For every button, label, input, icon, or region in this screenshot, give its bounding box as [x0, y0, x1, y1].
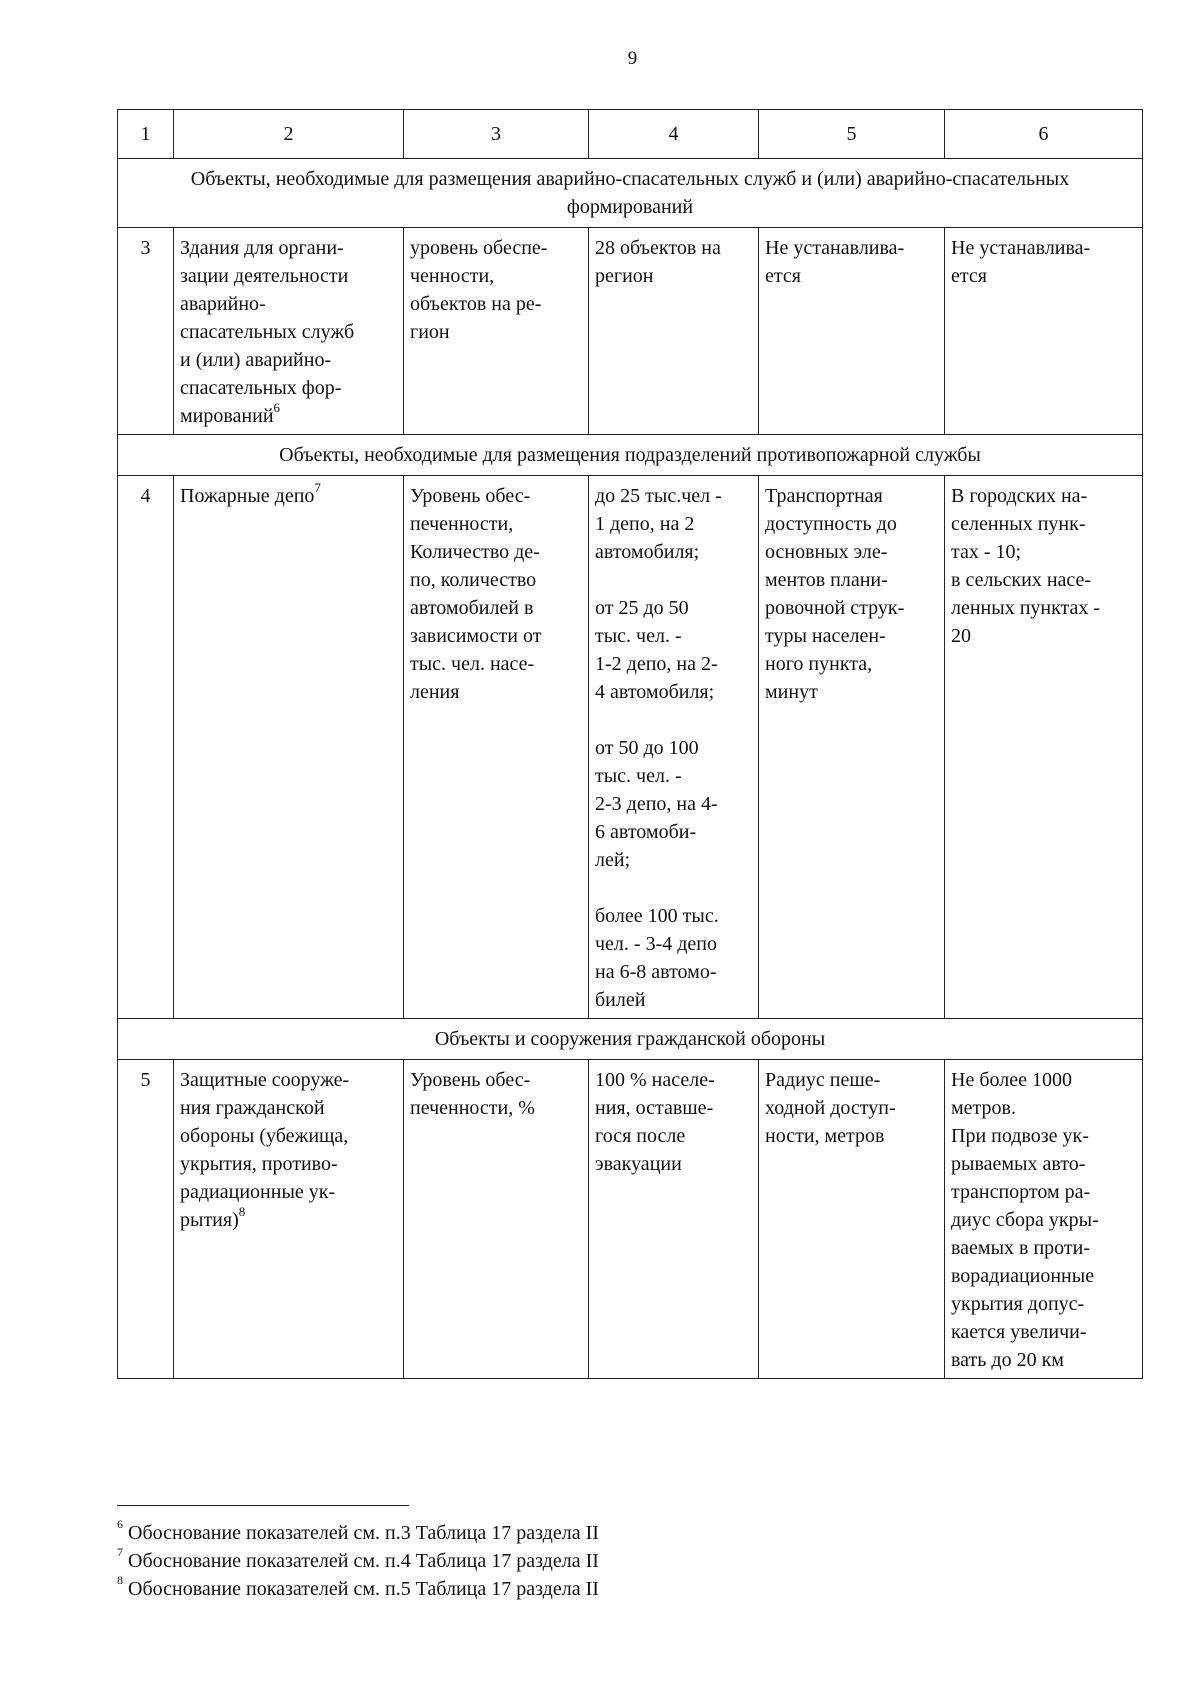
footnote — [117, 1575, 1017, 1603]
cell-line: спасательных фор- — [180, 377, 342, 399]
cell-line: печенности, — [410, 513, 514, 535]
footnote-number: 6 — [117, 1517, 123, 1532]
footnote-ref: 7 — [314, 480, 321, 496]
cell-line: ния, оставше- — [595, 1097, 714, 1119]
cell-line: Защитные сооруже- — [180, 1069, 350, 1091]
cell-line: и (или) аварийно- — [180, 349, 332, 371]
cell-line: 100 % населе- — [595, 1069, 715, 1091]
cell-line: ворадиационные — [951, 1265, 1095, 1287]
column-number-row — [118, 110, 1143, 159]
footnote-ref: 8 — [238, 1204, 246, 1220]
footnote — [117, 1519, 1017, 1547]
cell-line: лей; — [595, 849, 631, 871]
cell-line: вать до 20 км — [951, 1349, 1064, 1371]
cell-line: обороны (убежища, — [180, 1125, 349, 1147]
cell-line: транспортом ра- — [951, 1181, 1091, 1203]
cell-line: В городских на- — [951, 485, 1088, 507]
cell-line: Радиус пеше- — [765, 1069, 881, 1091]
cell-line: Здания для органи- — [180, 237, 344, 259]
cell-line: ется — [765, 265, 801, 287]
cell-line: 20 — [951, 625, 971, 647]
object-name-cell — [174, 228, 404, 435]
cell-line: тыс. чел. насе- — [410, 653, 535, 675]
cell-line: ется — [951, 265, 987, 287]
cell-line: укрытия допус- — [951, 1293, 1085, 1315]
cell-line — [180, 482, 397, 510]
cell-line: 1-2 депо, на 2- — [595, 653, 718, 675]
cell-line: Не устанавлива- — [951, 237, 1091, 259]
cell-line: эвакуации — [595, 1153, 682, 1175]
cell-line: ленных пунктах - — [951, 597, 1101, 619]
section-title: Объекты, необходимые для размещения аварийно-спасательных служб и (или) аварийно-спасательных формирований — [118, 159, 1143, 228]
cell-line: Уровень обес- — [410, 485, 531, 507]
cell-line: селенных пунк- — [951, 513, 1086, 535]
cell-line: Количество де- — [410, 541, 540, 563]
indicator-cell — [404, 476, 589, 1019]
cell-line: чел. - 3-4 депо — [595, 933, 717, 955]
cell-line: ного пункта, — [765, 653, 873, 675]
cell-line: гион — [410, 321, 450, 343]
cell-line — [180, 402, 397, 430]
row-number: 4 — [118, 476, 174, 1019]
cell-line: ваемых в проти- — [951, 1237, 1091, 1259]
cell-line: ходной доступ- — [765, 1097, 896, 1119]
cell-line: уровень обеспе- — [410, 237, 548, 259]
cell-line: рываемых авто- — [951, 1153, 1086, 1175]
cell-line: Не более 1000 — [951, 1069, 1072, 1091]
footnote-text: Обоснование показателей см. п.5 Таблица 17 раздела II — [128, 1578, 599, 1600]
cell-line: При подвозе ук- — [951, 1125, 1089, 1147]
cell-line: автомобилей в — [410, 597, 534, 619]
cell-line: регион — [595, 265, 654, 287]
cell-line: по, количество — [410, 569, 537, 591]
cell-line: спасательных служб — [180, 321, 355, 343]
cell-line: аварийно- — [180, 293, 266, 315]
table-row — [118, 476, 1143, 1019]
cell-line — [180, 1206, 397, 1234]
cell-line: в сельских насе- — [951, 569, 1092, 591]
cell-line: гося после — [595, 1125, 686, 1147]
indicator-cell — [404, 228, 589, 435]
cell-line: тах - 10; — [951, 541, 1022, 563]
column-number-cell: 2 — [174, 110, 404, 159]
cell-line: ния гражданской — [180, 1097, 325, 1119]
norms-table — [117, 109, 1143, 1379]
cell-line: печенности, % — [410, 1097, 535, 1119]
column-number-cell: 6 — [945, 110, 1143, 159]
accessibility-indicator-cell — [759, 228, 945, 435]
cell-line: Не устанавлива- — [765, 237, 905, 259]
cell-line: 2-3 депо, на 4- — [595, 793, 718, 815]
footnote-number: 7 — [117, 1545, 123, 1560]
line-gap — [595, 706, 752, 734]
cell-line: диус сбора укры- — [951, 1209, 1099, 1231]
cell-line: основных эле- — [765, 541, 888, 563]
cell-line: от 50 до 100 — [595, 737, 699, 759]
footnotes — [117, 1519, 1017, 1603]
footnote-divider — [117, 1505, 409, 1506]
footnote-ref: 6 — [273, 400, 281, 416]
footnote-text: Обоснование показателей см. п.3 Таблица 17 раздела II — [128, 1522, 599, 1544]
footnote-text: Обоснование показателей см. п.4 Таблица 17 раздела II — [128, 1550, 599, 1572]
cell-line: ровочной струк- — [765, 597, 905, 619]
object-name-cell — [174, 1060, 404, 1379]
cell-line: зависимости от — [410, 625, 542, 647]
section-heading-row — [118, 435, 1143, 476]
cell-text: мирований — [180, 405, 274, 427]
cell-line: до 25 тыс.чел - — [595, 485, 722, 507]
section-title: Объекты, необходимые для размещения подразделений противопожарной службы — [118, 435, 1143, 476]
cell-line: ментов плани- — [765, 569, 888, 591]
cell-line: автомобиля; — [595, 541, 700, 563]
table-row — [118, 228, 1143, 435]
indicator-cell — [404, 1060, 589, 1379]
cell-line: от 25 до 50 — [595, 597, 689, 619]
cell-line: 4 автомобиля; — [595, 681, 715, 703]
cell-line: ченности, — [410, 265, 495, 287]
cell-line: ности, метров — [765, 1125, 885, 1147]
table-row — [118, 1060, 1143, 1379]
cell-text: рытия) — [180, 1209, 239, 1231]
cell-line: метров. — [951, 1097, 1016, 1119]
cell-line: радиационные ук- — [180, 1181, 336, 1203]
page-number: 9 — [627, 48, 638, 69]
cell-line: минут — [765, 681, 818, 703]
cell-line: билей — [595, 989, 646, 1011]
row-number: 3 — [118, 228, 174, 435]
cell-line: на 6-8 автомо- — [595, 961, 717, 983]
cell-line: доступность до — [765, 513, 897, 535]
cell-line: туры населен- — [765, 625, 886, 647]
section-heading-row — [118, 1019, 1143, 1060]
line-gap — [595, 874, 752, 902]
column-number-cell: 3 — [404, 110, 589, 159]
accessibility-value-cell — [945, 228, 1143, 435]
cell-line: Транспортная — [765, 485, 883, 507]
cell-line: кается увеличи- — [951, 1321, 1087, 1343]
section-title: Объекты и сооружения гражданской обороны — [118, 1019, 1143, 1060]
cell-line: Уровень обес- — [410, 1069, 531, 1091]
column-number-cell: 1 — [118, 110, 174, 159]
value-cell — [589, 228, 759, 435]
value-cell — [589, 1060, 759, 1379]
cell-line: зации деятельности — [180, 265, 349, 287]
line-gap — [595, 566, 752, 594]
value-cell — [589, 476, 759, 1019]
footnote — [117, 1547, 1017, 1575]
accessibility-indicator-cell — [759, 1060, 945, 1379]
section-heading-row — [118, 159, 1143, 228]
cell-line: 1 депо, на 2 — [595, 513, 695, 535]
cell-line: объектов на ре- — [410, 293, 542, 315]
column-number-cell: 4 — [589, 110, 759, 159]
accessibility-indicator-cell — [759, 476, 945, 1019]
accessibility-value-cell — [945, 476, 1143, 1019]
column-number-cell: 5 — [759, 110, 945, 159]
cell-line: укрытия, противо- — [180, 1153, 338, 1175]
accessibility-value-cell — [945, 1060, 1143, 1379]
cell-line: тыс. чел. - — [595, 765, 682, 787]
cell-line: 6 автомоби- — [595, 821, 697, 843]
cell-line: более 100 тыс. — [595, 905, 719, 927]
object-name-cell — [174, 476, 404, 1019]
row-number: 5 — [118, 1060, 174, 1379]
cell-line: 28 объектов на — [595, 237, 721, 259]
footnote-number: 8 — [117, 1573, 123, 1588]
cell-line: тыс. чел. - — [595, 625, 682, 647]
cell-text: Пожарные депо — [180, 485, 315, 507]
cell-line: ления — [410, 681, 460, 703]
